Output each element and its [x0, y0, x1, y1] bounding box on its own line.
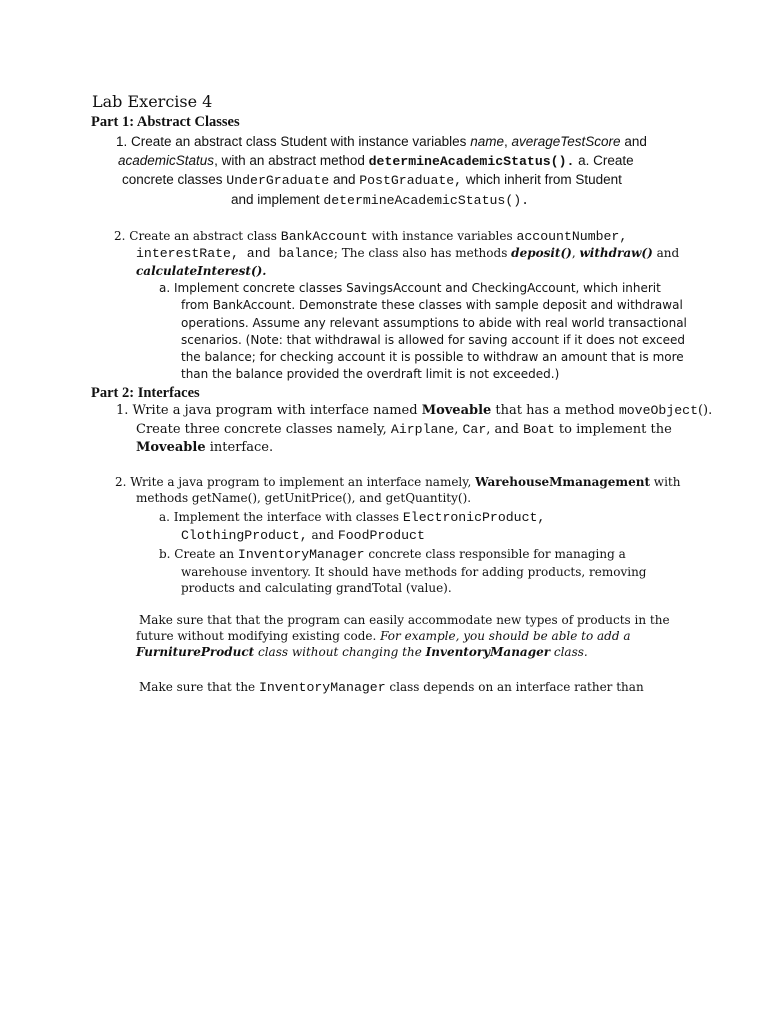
part1-item2-sub-a-line6: than the balance provided the overdraft limit is not exceeded.)	[181, 367, 560, 381]
part2-note1-line1: Make sure that that the program can easily accommodate new types of products in the	[139, 613, 670, 627]
part2-item2-sub-a-line2: ClothingProduct, and FoodProduct	[181, 528, 425, 543]
part2-item2-sub-b-line1: b. Create an InventoryManager concrete class responsible for managing a	[159, 547, 626, 562]
part2-item2-sub-b-line2: warehouse inventory. It should have methods for adding products, removing	[181, 565, 647, 579]
part1-heading: Part 1: Abstract Classes	[91, 114, 240, 130]
part2-item2-line1: 2. Write a java program to implement an interface namely, WarehouseMmanagement with	[115, 475, 681, 489]
part2-item1-line2: Create three concrete classes namely, Airplane, Car, and Boat to implement the	[136, 422, 672, 437]
document-title: Lab Exercise 4	[92, 92, 213, 111]
part1-item2-sub-a-line4: scenarios. (Note: that withdrawal is allowed for saving account if it does not exceed	[181, 333, 686, 347]
part2-item2-line2: methods getName(), getUnitPrice(), and getQuantity().	[136, 491, 472, 505]
part2-item2-sub-b-line3: products and calculating grandTotal (value).	[181, 581, 452, 595]
part1-item2-sub-a-line5: the balance; for checking account it is possible to withdraw an amount that is more	[181, 350, 684, 364]
part1-item2-sub-a-line2: from BankAccount. Demonstrate these classes with sample deposit and withdrawal	[181, 298, 683, 312]
part1-item1-line3: concrete classes UnderGraduate and PostGraduate, which inherit from Student	[122, 172, 622, 188]
part2-heading: Part 2: Interfaces	[91, 385, 200, 401]
part1-item1-line1: 1. Create an abstract class Student with instance variables name, averageTestScore and	[116, 134, 647, 149]
part1-item1-line2: academicStatus, with an abstract method determineAcademicStatus(). a. Create	[118, 153, 634, 169]
part1-item2-line1: 2. Create an abstract class BankAccount with instance variables accountNumber,	[114, 229, 628, 244]
part1-item2-line2: interestRate, and balance; The class also has methods deposit(), withdraw() and	[136, 246, 680, 261]
part1-item1-line4: and implement determineAcademicStatus().	[231, 192, 530, 208]
part1-item2-line3: calculateInterest().	[136, 264, 267, 278]
part1-item2-sub-a-line1: a. Implement concrete classes SavingsAccount and CheckingAccount, which inherit	[159, 281, 661, 295]
part2-note1-line3: FurnitureProduct class without changing the InventoryManager class.	[136, 645, 588, 659]
part1-item2-sub-a-line3: operations. Assume any relevant assumptions to abide with real world transactional	[181, 316, 687, 330]
part2-note2-line1: Make sure that the InventoryManager class depends on an interface rather than	[139, 680, 644, 695]
part2-note1-line2: future without modifying existing code. For example, you should be able to add a	[136, 629, 631, 643]
part2-item1-line3: Moveable interface.	[136, 440, 274, 455]
part2-item1-line1: 1. Write a java program with interface named Moveable that has a method moveObject().	[116, 403, 713, 418]
part2-item2-sub-a-line1: a. Implement the interface with classes ElectronicProduct,	[159, 510, 546, 525]
